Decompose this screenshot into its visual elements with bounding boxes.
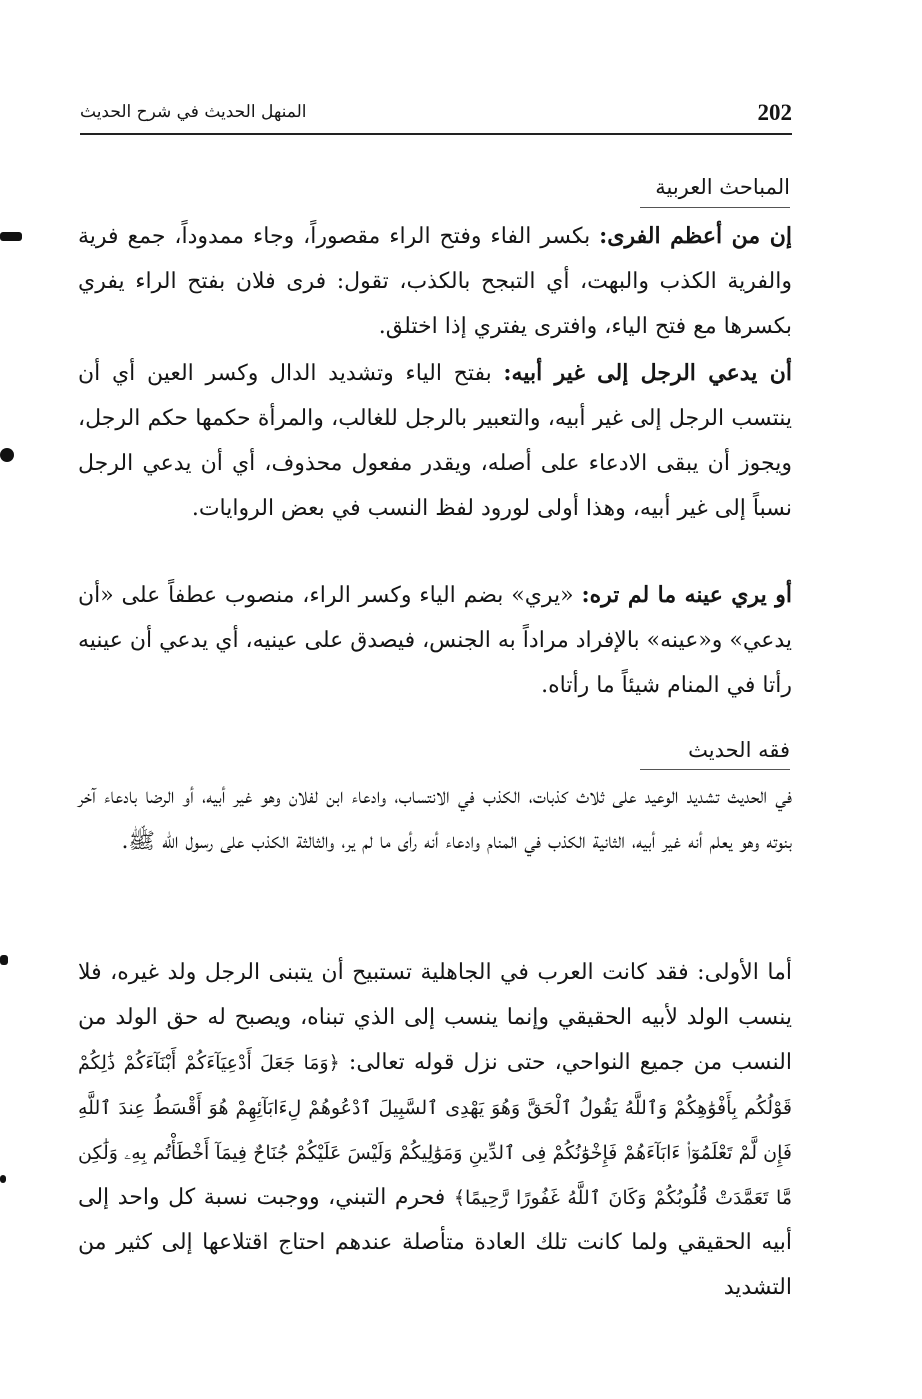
section-heading-rule: [640, 769, 790, 770]
entry-paragraph: [78, 573, 792, 708]
entry-term: إن من أعظم الفرى:: [599, 223, 792, 249]
page-number: 202: [757, 100, 792, 125]
fiqh-paragraph-intro: أما الأولى: فقد كانت العرب في الجاهلية تستبيح أن يتبنى الرجل ولد غيره، فلا ينسب الولد لأبيه الحقيقي وإنما ينسب إلى الذي تبناه، ويصبح له حق الولد من النسب من جميع النواحي، حتى نزل قوله تعالى:: [78, 960, 793, 1075]
margin-mark: [0, 1175, 6, 1183]
fiqh-paragraph-rest: فحرم التبني، ووجبت نسبة كل واحد إلى أبيه الحقيقي ولما كانت تلك العادة متأصلة عندهم احتاج اقتلاعها إلى كثير من التشديد: [78, 1185, 792, 1300]
entry-text: «يري» بضم الياء وكسر الراء، منصوب عطفاً على «أن يدعي» و«عينه» بالإفراد مراداً به الجنس، فيصدق على عينيه، أي يدعي أن عينيه رأتا في المنام شيئاً ما رأتاه.: [78, 583, 792, 698]
fiqh-paragraph: [78, 950, 792, 1310]
entry-paragraph: [78, 351, 792, 531]
quran-verse: ﴿وَمَا جَعَلَ أَدْعِيَآءَكُمْ أَبْنَآءَكُمْ ذَٰلِكُمْ قَوْلُكُم بِأَفْوَٰهِكُمْ وَٱللَّهُ يَقُولُ ٱلْحَقَّ وَهُوَ يَهْدِى ٱلسَّبِيلَ ٱدْعُوهُمْ لِءَابَآئِهِمْ هُوَ أَقْسَطُ عِندَ ٱللَّهِ فَإِن لَّمْ تَعْلَمُوٓا۟ ءَابَآءَهُمْ فَإِخْوَٰنُكُمْ فِى ٱلدِّينِ وَمَوَٰلِيكُمْ وَلَيْسَ عَلَيْكُمْ جُنَاحٌ فِيمَآ أَخْطَأْتُم بِهِۦ وَلَٰكِن مَّا تَعَمَّدَتْ قُلُوبُكُمْ وَكَانَ ٱللَّهُ غَفُورًا رَّحِيمًا﴾: [78, 1052, 793, 1209]
margin-mark: [0, 232, 22, 241]
entry-text: بكسر الفاء وفتح الراء مقصوراً، وجاء ممدوداً، جمع فرية والفرية الكذب والبهت، أي التبجح بالكذب، تقول: فرى فلان بفتح الراء يفري بكسرها مع فتح الياء، وافترى يفتري إذا اختلق.: [78, 224, 792, 339]
entry-term: أو يري عينه ما لم تره:: [581, 582, 792, 608]
section-heading-fiqh: فقه الحديث: [688, 738, 790, 762]
section-heading-rule: [640, 207, 790, 208]
entry-paragraph: [78, 214, 792, 349]
page-header: [80, 100, 792, 130]
section-heading-arabic-topics: المباحث العربية: [655, 175, 790, 199]
margin-mark: [0, 448, 14, 462]
fiqh-paragraph-text: في الحديث تشديد الوعيد على ثلاث كذبات، الكذب في الانتساب، وادعاء ابن لفلان وهو غير أبيه، أو الرضا بادعاء آخر بنوته وهو يعلم أنه غير أبيه، الثانية الكذب في المنام وادعاء أنه رأى ما لم ير، والثالثة الكذب على رسول الله ﷺ.: [78, 784, 792, 854]
fiqh-paragraph: [78, 774, 792, 864]
header-rule: [80, 133, 792, 135]
margin-mark: [0, 955, 8, 965]
entry-text: بفتح الياء وتشديد الدال وكسر العين أي أن ينتسب الرجل إلى غير أبيه، والتعبير بالرجل للغالب، والمرأة حكمها حكم الرجل، ويجوز أن يبقى الادعاء على أصله، ويقدر مفعول محذوف، أي أن يدعي الرجل نسباً إلى غير أبيه، وهذا أولى لورود لفظ النسب في بعض الروايات.: [78, 361, 792, 521]
entry-term: أن يدعي الرجل إلى غير أبيه:: [503, 360, 793, 386]
running-title: المنهل الحديث في شرح الحديث: [80, 102, 307, 122]
